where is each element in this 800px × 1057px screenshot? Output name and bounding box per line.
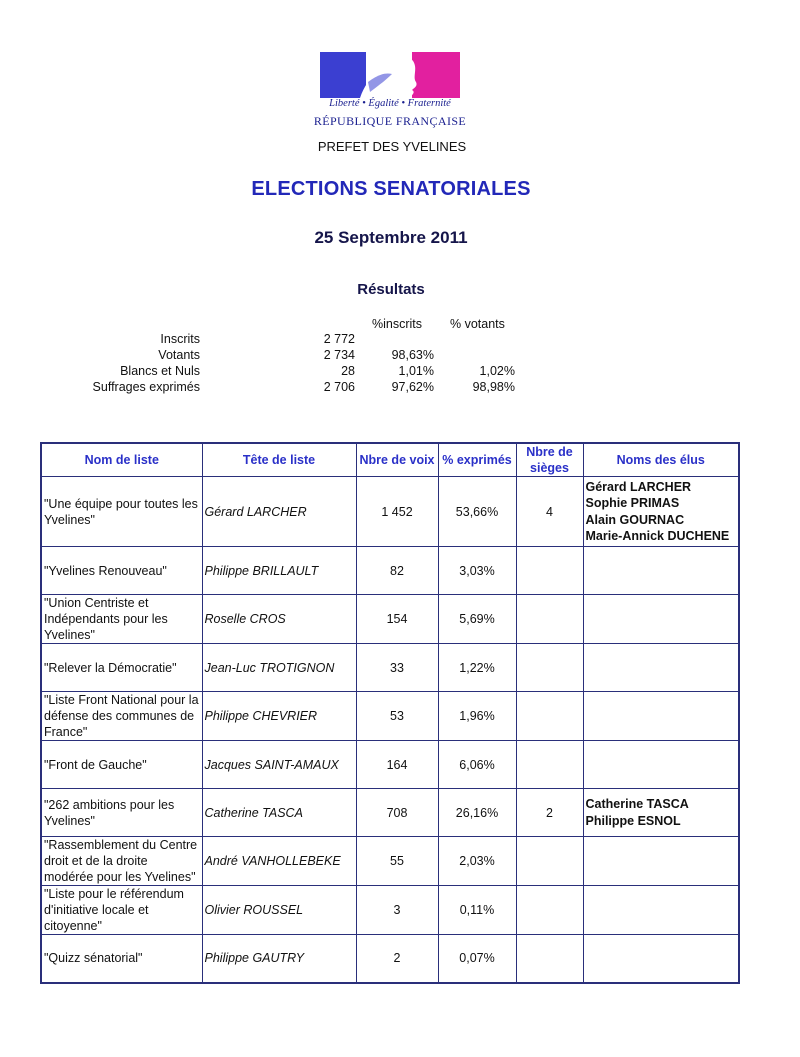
summary-col-pct-inscrits: %inscrits <box>372 317 423 331</box>
list-name: "Yvelines Renouveau" <box>41 547 202 595</box>
summary-label: Inscrits <box>160 332 200 346</box>
marianne-logo <box>320 52 460 98</box>
list-head: Catherine TASCA <box>202 789 356 837</box>
seats <box>516 547 583 595</box>
votes: 164 <box>356 741 438 789</box>
summary-row <box>0 348 800 364</box>
prefecture-name: PREFET DES YVELINES <box>317 139 467 154</box>
votes: 1 452 <box>356 477 438 547</box>
table-row <box>41 886 739 935</box>
list-name: "Front de Gauche" <box>41 741 202 789</box>
list-name: "Quizz sénatorial" <box>41 935 202 983</box>
seats <box>516 741 583 789</box>
col-header-seats: Nbre de sièges <box>516 443 583 477</box>
votes: 2 <box>356 935 438 983</box>
seats <box>516 837 583 886</box>
votes: 55 <box>356 837 438 886</box>
table-row <box>41 837 739 886</box>
votes: 53 <box>356 692 438 741</box>
table-row <box>41 595 739 644</box>
seats <box>516 886 583 935</box>
summary-label: Suffrages exprimés <box>92 380 200 394</box>
table-row <box>41 644 739 692</box>
elected-names <box>583 837 739 886</box>
pct-expressed: 1,96% <box>438 692 516 741</box>
list-head: Olivier ROUSSEL <box>202 886 356 935</box>
votes: 3 <box>356 886 438 935</box>
col-header-votes: Nbre de voix <box>356 443 438 477</box>
elected-names <box>583 935 739 983</box>
pct-expressed: 26,16% <box>438 789 516 837</box>
list-name: "262 ambitions pour les Yvelines" <box>41 789 202 837</box>
votes: 708 <box>356 789 438 837</box>
summary-row <box>0 332 800 348</box>
elected-names <box>583 692 739 741</box>
elected-names <box>583 644 739 692</box>
list-head: Jacques SAINT-AMAUX <box>202 741 356 789</box>
elected-name: Sophie PRIMAS <box>585 496 680 510</box>
elected-names <box>583 789 739 837</box>
pct-expressed: 6,06% <box>438 741 516 789</box>
votes: 82 <box>356 547 438 595</box>
list-name: "Liste pour le référendum d'initiative locale et citoyenne" <box>41 886 202 935</box>
elected-names <box>583 547 739 595</box>
list-name: "Rassemblement du Centre droit et de la droite modérée pour les Yvelines" <box>41 837 202 886</box>
summary-value: 28 <box>341 364 355 378</box>
elected-name: Catherine TASCA <box>585 797 689 811</box>
elected-names <box>583 595 739 644</box>
elected-name: Alain GOURNAC <box>585 512 685 527</box>
seats <box>516 935 583 983</box>
pct-expressed: 0,07% <box>438 935 516 983</box>
table-row <box>41 692 739 741</box>
summary-label: Blancs et Nuls <box>120 364 200 378</box>
list-name: "Une équipe pour toutes les Yvelines" <box>41 477 202 547</box>
summary-row <box>0 380 800 396</box>
table-row <box>41 789 739 837</box>
col-header-head: Tête de liste <box>202 443 356 477</box>
page-title: ELECTIONS SENATORIALES <box>251 178 531 200</box>
list-head: Philippe BRILLAULT <box>202 547 356 595</box>
pct-expressed: 3,03% <box>438 547 516 595</box>
summary-pct-inscrits: 97,62% <box>391 380 434 394</box>
summary-row <box>0 364 800 380</box>
elected-name: Philippe ESNOL <box>585 813 681 828</box>
list-head: Gérard LARCHER <box>202 477 356 547</box>
elected-name: Marie-Annick DUCHENE <box>585 529 730 543</box>
seats <box>516 644 583 692</box>
list-head: Jean-Luc TROTIGNON <box>202 644 356 692</box>
summary-pct-votants: 98,98% <box>472 380 515 394</box>
pct-expressed: 1,22% <box>438 644 516 692</box>
col-header-pct: % exprimés <box>438 443 516 477</box>
pct-expressed: 0,11% <box>438 886 516 935</box>
summary-label: Votants <box>158 348 200 362</box>
pct-expressed: 5,69% <box>438 595 516 644</box>
list-head: André VANHOLLEBEKE <box>202 837 356 886</box>
pct-expressed: 53,66% <box>438 477 516 547</box>
table-row <box>41 935 739 983</box>
col-header-elected: Noms des élus <box>583 443 739 477</box>
elected-names <box>583 741 739 789</box>
summary-value: 2 706 <box>323 380 355 394</box>
summary-pct-inscrits: 98,63% <box>391 348 434 362</box>
list-head: Roselle CROS <box>202 595 356 644</box>
seats: 2 <box>516 789 583 837</box>
votes: 154 <box>356 595 438 644</box>
list-name: "Union Centriste et Indépendants pour les Yvelines" <box>41 595 202 644</box>
summary-value: 2 734 <box>323 348 355 362</box>
list-head: Philippe CHEVRIER <box>202 692 356 741</box>
results-table <box>40 442 740 984</box>
table-row <box>41 547 739 595</box>
seats <box>516 692 583 741</box>
elected-name: Gérard LARCHER <box>585 479 692 494</box>
summary-pct-votants: 1,02% <box>479 364 515 378</box>
republic-motto: Liberté • Égalité • Fraternité <box>329 98 451 109</box>
col-header-list: Nom de liste <box>41 443 202 477</box>
seats <box>516 595 583 644</box>
votes: 33 <box>356 644 438 692</box>
table-header-row <box>41 443 739 477</box>
table-row <box>41 741 739 789</box>
election-date: 25 Septembre 2011 <box>314 228 468 247</box>
table-row <box>41 477 739 547</box>
pct-expressed: 2,03% <box>438 837 516 886</box>
results-heading: Résultats <box>357 281 425 298</box>
list-name: "Relever la Démocratie" <box>41 644 202 692</box>
seats: 4 <box>516 477 583 547</box>
elected-names <box>583 886 739 935</box>
list-head: Philippe GAUTRY <box>202 935 356 983</box>
marianne-profile-icon <box>320 52 460 98</box>
summary-col-pct-votants: % votants <box>450 317 505 331</box>
elected-names <box>583 477 739 547</box>
list-name: "Liste Front National pour la défense des communes de France" <box>41 692 202 741</box>
summary-pct-inscrits: 1,01% <box>398 364 434 378</box>
summary-value: 2 772 <box>323 332 355 346</box>
republic-name: RÉPUBLIQUE FRANÇAISE <box>313 114 467 128</box>
